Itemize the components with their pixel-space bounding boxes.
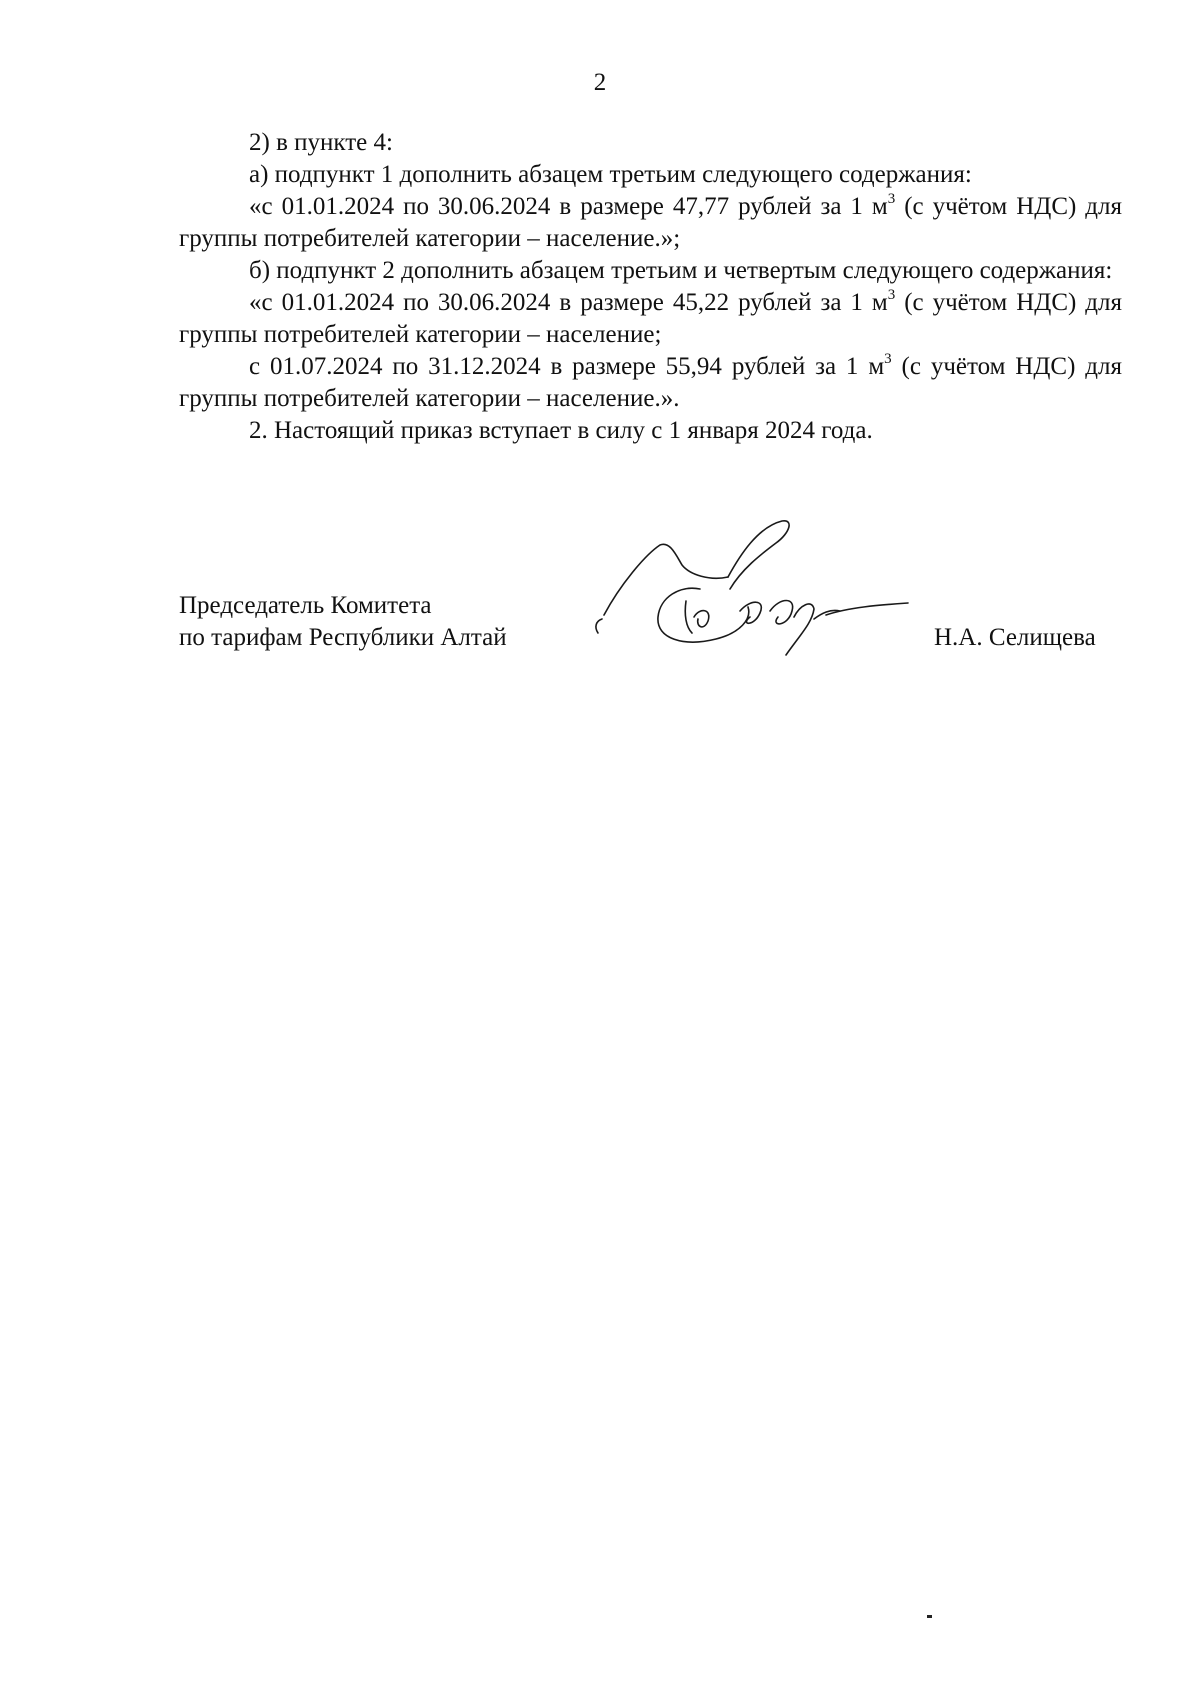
paragraph-text: а) подпункт 1 дополнить абзацем третьим следующего содержания:: [249, 161, 972, 188]
document-body: [179, 127, 1122, 447]
signature-stroke: [658, 588, 749, 642]
signatory-name: Н.А. Селищева: [934, 624, 1096, 651]
superscript-cubic: 3: [887, 190, 896, 207]
signature-stroke: [786, 604, 814, 655]
paragraph-text: с 01.07.2024 по 31.12.2024 в размере 55,94 рублей за 1 м: [249, 353, 885, 380]
paragraph-text: 2) в пункте 4:: [249, 129, 393, 156]
paragraph-text: «с 01.01.2024 по 30.06.2024 в размере 47,77 рублей за 1 м: [249, 193, 888, 220]
paragraph-item-4: [179, 127, 1122, 159]
signatory-position-line-2: по тарифам Республики Алтай: [179, 624, 507, 651]
page-mark: [927, 1615, 932, 1618]
paragraph-tariff-55-94: [179, 351, 1122, 415]
paragraph-tariff-45-22: [179, 287, 1122, 351]
signature-stroke: [770, 601, 793, 624]
handwritten-signature: [590, 515, 910, 680]
signature-stroke: [740, 602, 761, 623]
superscript-cubic: 3: [887, 286, 896, 303]
signature-stroke: [596, 619, 602, 633]
page-number: 2: [593, 69, 607, 96]
paragraph-text: «с 01.01.2024 по 30.06.2024 в размере 45,22 рублей за 1 м: [249, 289, 888, 316]
paragraph-tariff-47-77: [179, 191, 1122, 255]
paragraph-subitem-b: [179, 255, 1122, 287]
signature-stroke: [826, 603, 908, 615]
signature-stroke: [694, 611, 709, 627]
paragraph-subitem-a: [179, 159, 1122, 191]
paragraph-effective-date: [179, 415, 1122, 447]
paragraph-text: (с учётом НДС) для группы потребителей категории – население.»;: [179, 193, 1122, 252]
paragraph-text: 2. Настоящий приказ вступает в силу с 1 января 2024 года.: [249, 417, 873, 444]
signature-stroke: [604, 544, 728, 615]
superscript-cubic: 3: [884, 350, 892, 367]
signature-stroke: [685, 601, 692, 633]
signatory-position: [179, 590, 507, 654]
paragraph-text: б) подпункт 2 дополнить абзацем третьим и четвертым следующего содержания:: [249, 257, 1113, 284]
paragraph-text: (с учётом НДС) для группы потребителей категории – население;: [179, 289, 1122, 348]
paragraph-text: (с учётом НДС) для группы потребителей категории – население.».: [179, 353, 1122, 412]
signatory-position-line-1: Председатель Комитета: [179, 592, 432, 619]
signature-stroke: [728, 521, 789, 589]
